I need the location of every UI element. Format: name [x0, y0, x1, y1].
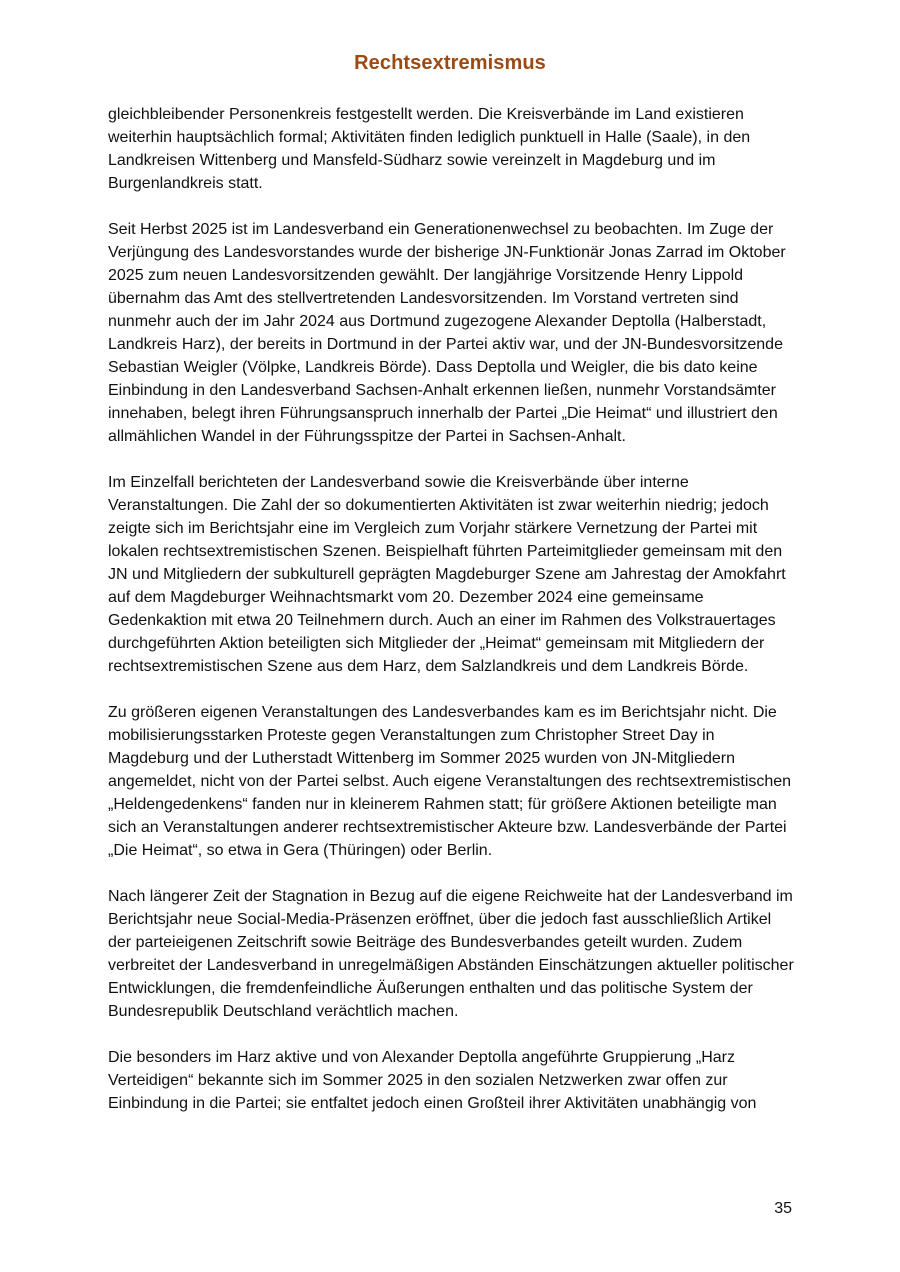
page-number: 35	[774, 1200, 792, 1217]
page-header-title: Rechtsextremismus	[354, 52, 546, 74]
paragraph-2: Seit Herbst 2025 ist im Landesverband ein Generationenwechsel zu beobachten. Im Zuge der Verjüngung des Landesvorstandes wurde der bisherige JN-Funktionär Jonas Zarrad im Oktober 2025 zum neuen Landesvorsitzenden gewählt. Der langjährige Vorsitzende Henry Lippold übernahm das Amt des stellvertretenden Landesvorsitzenden. Im Vorstand vertreten sind nunmehr auch der im Jahr 2024 aus Dortmund zugezogene Alexander Deptolla (Halberstadt, Landkreis Harz), der bereits in Dortmund in der Partei aktiv war, und der JN-Bundesvorsitzende Sebastian Weigler (Völpke, Landkreis Börde). Dass Deptolla und Weigler, die bis dato keine Einbindung in den Landesverband Sachsen-Anhalt erkennen ließen, nunmehr Vorstandsämter innehaben, belegt ihren Führungsanspruch innerhalb der Partei „Die Heimat“ und illustriert den allmählichen Wandel in der Führungsspitze der Partei in Sachsen-Anhalt.	[108, 221, 786, 445]
paragraph-3: Im Einzelfall berichteten der Landesverband sowie die Kreisverbände über interne Veranstaltungen. Die Zahl der so dokumentierten Aktivitäten ist zwar weiterhin niedrig; jedoch zeigte sich im Berichtsjahr eine im Vergleich zum Vorjahr stärkere Vernetzung der Partei mit lokalen rechtsextremistischen Szenen. Beispielhaft führten Parteimitglieder gemeinsam mit den JN und Mitgliedern der subkulturell geprägten Magdeburger Szene am Jahrestag der Amokfahrt auf dem Magdeburger Weihnachtsmarkt vom 20. Dezember 2024 eine gemeinsame Gedenkaktion mit etwa 20 Teilnehmern durch. Auch an einer im Rahmen des Volkstrauertages durchgeführten Aktion beteiligten sich Mitglieder der „Heimat“ gemeinsam mit Mitgliedern der rechtsextremistischen Szene aus dem Harz, dem Salzlandkreis und dem Landkreis Börde.	[108, 474, 786, 675]
paragraph-5: Nach längerer Zeit der Stagnation in Bezug auf die eigene Reichweite hat der Landesverband im Berichtsjahr neue Social-Media-Präsenzen eröffnet, über die jedoch fast ausschließlich Artikel der parteieigenen Zeitschrift sowie Beiträge des Bundesverbandes geteilt wurden. Zudem verbreitet der Landesverband in unregelmäßigen Abständen Einschätzungen aktueller politischer Entwicklungen, die fremdenfeindliche Äußerungen enthalten und das politische System der Bundesrepublik Deutschland verächtlich machen.	[108, 888, 794, 1020]
document-body	[108, 103, 796, 1138]
paragraph-4: Zu größeren eigenen Veranstaltungen des Landesverbandes kam es im Berichtsjahr nicht. Die mobilisierungsstarken Proteste gegen Veranstaltungen zum Christopher Street Day in Magdeburg und der Lutherstadt Wittenberg im Sommer 2025 wurden von JN-Mitgliedern angemeldet, nicht von der Partei selbst. Auch eigene Veranstaltungen des rechtsextremistischen „Heldengedenkens“ fanden nur in kleinerem Rahmen statt; für größere Aktionen beteiligte man sich an Veranstaltungen anderer rechtsextremistischer Akteure bzw. Landesverbände der Partei „Die Heimat“, so etwa in Gera (Thüringen) oder Berlin.	[108, 704, 792, 859]
paragraph-1: gleichbleibender Personenkreis festgestellt werden. Die Kreisverbände im Land existieren weiterhin hauptsächlich formal; Aktivitäten finden lediglich punktuell in Halle (Saale), in den Landkreisen Wittenberg und Mansfeld-Südharz sowie vereinzelt in Magdeburg und im Burgenlandkreis statt.	[108, 106, 751, 192]
paragraph-6: Die besonders im Harz aktive und von Alexander Deptolla angeführte Gruppierung „Harz Verteidigen“ bekannte sich im Sommer 2025 in den sozialen Netzwerken zwar offen zur Einbindung in die Partei; sie entfaltet jedoch einen Großteil ihrer Aktivitäten unabhängig von	[108, 1049, 757, 1112]
